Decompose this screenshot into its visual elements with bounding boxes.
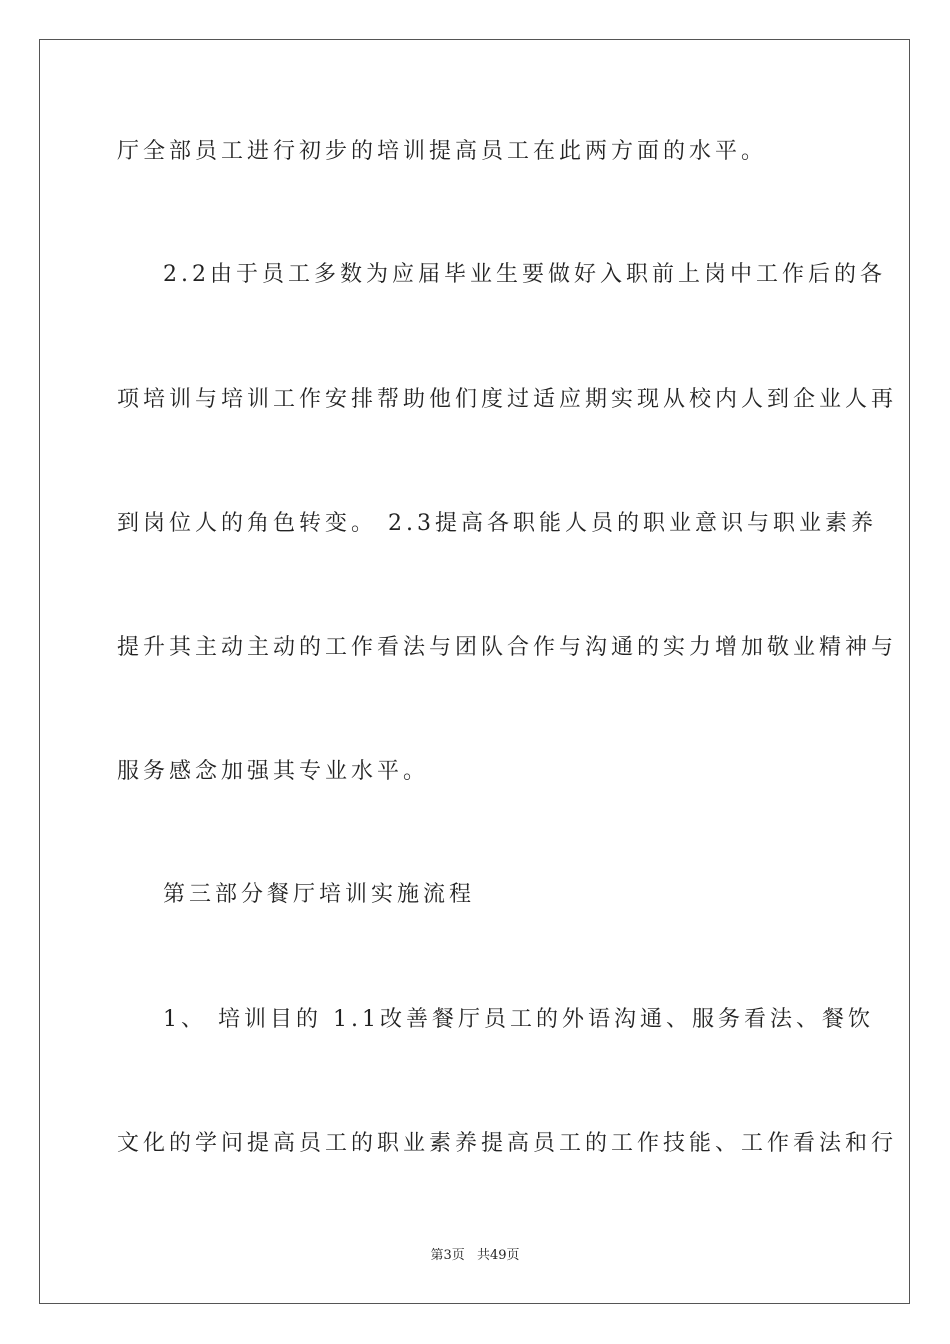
page-border xyxy=(39,39,910,1304)
body-text-line: 文化的学问提高员工的职业素养提高员工的工作技能、工作看法和行 xyxy=(117,1131,898,1156)
body-text-line: 提升其主动主动的工作看法与团队合作与沟通的实力增加敬业精神与 xyxy=(117,635,898,660)
body-text-line: 厅全部员工进行初步的培训提高员工在此两方面的水平。 xyxy=(117,139,768,164)
page-number: 第3页 xyxy=(430,1248,465,1263)
body-text-line: 项培训与培训工作安排帮助他们度过适应期实现从校内人到企业人再 xyxy=(117,387,898,412)
page-footer xyxy=(0,1244,950,1263)
section-heading: 第三部分餐厅培训实施流程 xyxy=(163,882,476,907)
total-pages: 共49页 xyxy=(476,1248,520,1263)
body-text-line: 服务感念加强其专业水平。 xyxy=(117,759,430,784)
body-text-line: 2.2由于员工多数为应届毕业生要做好入职前上岗中工作后的各 xyxy=(163,262,886,287)
body-text-line: 到岗位人的角色转变。 2.3提高各职能人员的职业意识与职业素养 xyxy=(117,511,877,536)
body-text-line: 1、 培训目的 1.1改善餐厅员工的外语沟通、服务看法、餐饮 xyxy=(163,1007,874,1032)
